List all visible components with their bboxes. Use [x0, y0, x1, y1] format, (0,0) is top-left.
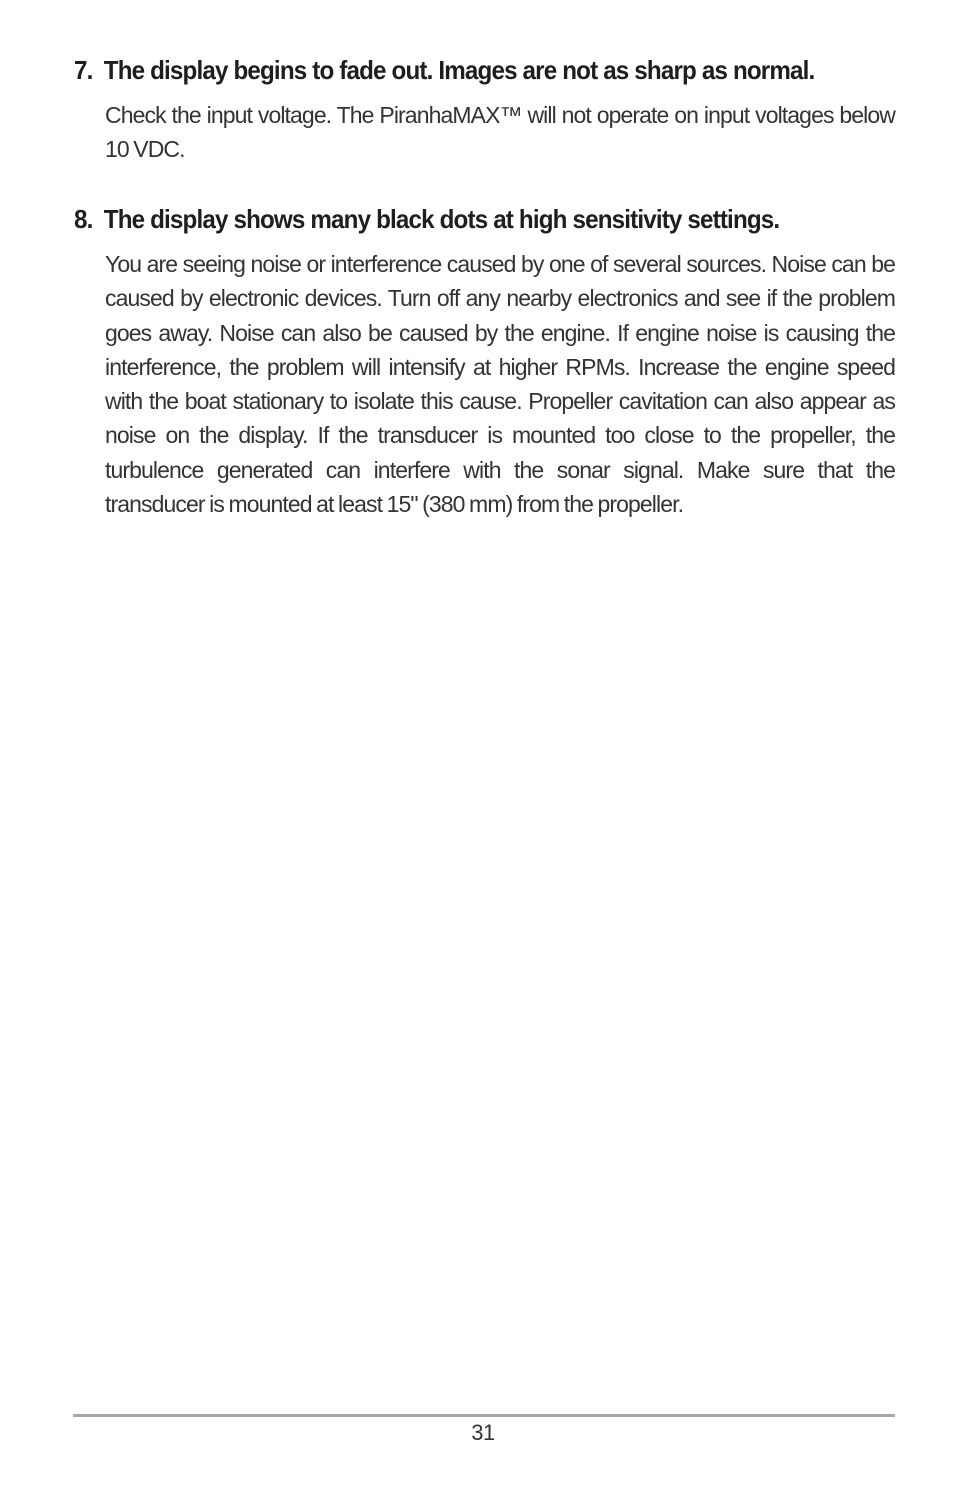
troubleshooting-item-8	[74, 201, 896, 521]
footer-divider	[73, 1414, 895, 1417]
item-heading-text: The display begins to fade out. Images are not as sharp as normal.	[103, 55, 815, 85]
item-body: You are seeing noise or interference caused by one of several sources. Noise can be caused by electronic devices. Turn off any nearby electronics and see if the problem goes away. Noise can also be caused by the engine. If engine noise is causing the interference, the problem will intensify at higher RPMs. Increase the engine speed with the boat stationary to isolate this cause. Propeller cavitation can also appear as noise on the display. If the transducer is mounted too close to the propeller, the turbulence generated can interfere with the sonar signal. Make sure that the transducer is mounted at least 15" (380 mm) from the propeller.	[105, 251, 895, 518]
item-heading	[74, 201, 896, 237]
item-heading-text: The display shows many black dots at high sensitivity settings.	[103, 204, 780, 234]
page-number: 31	[471, 1420, 495, 1445]
item-heading	[74, 52, 896, 88]
item-body: Check the input voltage. The PiranhaMAX™ will not operate on input voltages below 10 VDC.	[105, 102, 895, 163]
troubleshooting-item-7	[74, 52, 896, 167]
item-number: 8.	[74, 204, 93, 234]
item-number: 7.	[74, 55, 93, 85]
